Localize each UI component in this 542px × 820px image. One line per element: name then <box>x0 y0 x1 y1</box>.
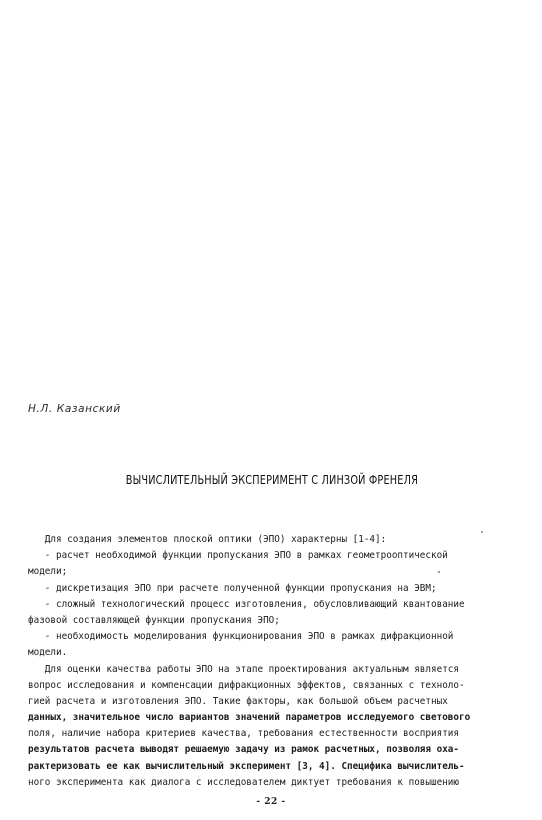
text-line: - сложный технологический процесс изготовления, обусловливающий квантование <box>28 598 465 610</box>
text-line: модели. <box>28 647 68 659</box>
text-line: рактеризовать ее как вычислительный эксперимент [3, 4]. Специфика вычислитель- <box>28 760 465 772</box>
author-name: Н.Л. Казанский <box>28 403 121 415</box>
text-line: Для создания элементов плоской оптики (ЭПО) характерны [1-4]: <box>28 534 387 545</box>
text-line: гией расчета и изготовления ЭПО. Такие факторы, как большой объем расчетных <box>28 695 448 707</box>
text-line: ного эксперимента как диалога с исследователем диктует требования к повышению <box>28 776 459 788</box>
text-line: модели; <box>28 566 68 578</box>
text-line: Для оценки качества работы ЭПО на этапе проектирования актуальным является <box>28 663 459 675</box>
scan-speck <box>438 571 440 573</box>
scan-speck <box>481 531 483 533</box>
text-line: данных, значительное число вариантов значений параметров исследуемого светового <box>28 712 471 724</box>
text-line: вопрос исследования и компенсации дифракционных эффектов, связанных с техноло- <box>28 679 465 691</box>
text-line: - необходимость моделирования функционирования ЭПО в рамках дифракционной <box>28 631 454 643</box>
text-line: поля, наличие набора критериев качества, требования естественности восприятия <box>28 728 459 740</box>
page-number: - 22 - <box>256 797 286 807</box>
text-line: фазовой составляющей функции пропускания ЭПО; <box>28 614 280 626</box>
text-line: результатов расчета выводят решаемую задачу из рамок расчетных, позволяя оха- <box>28 744 459 756</box>
article-title: ВЫЧИСЛИТЕЛЬНЫЙ ЭКСПЕРИМЕНТ С ЛИНЗОЙ ФРЕНЕЛЯ <box>125 472 419 487</box>
text-line: - расчет необходимой функции пропускания ЭПО в рамках геометрооптической <box>28 550 448 562</box>
text-line: - дискретизация ЭПО при расчете полученной функции пропускания на ЭВМ; <box>28 582 437 594</box>
article-body <box>28 532 526 791</box>
